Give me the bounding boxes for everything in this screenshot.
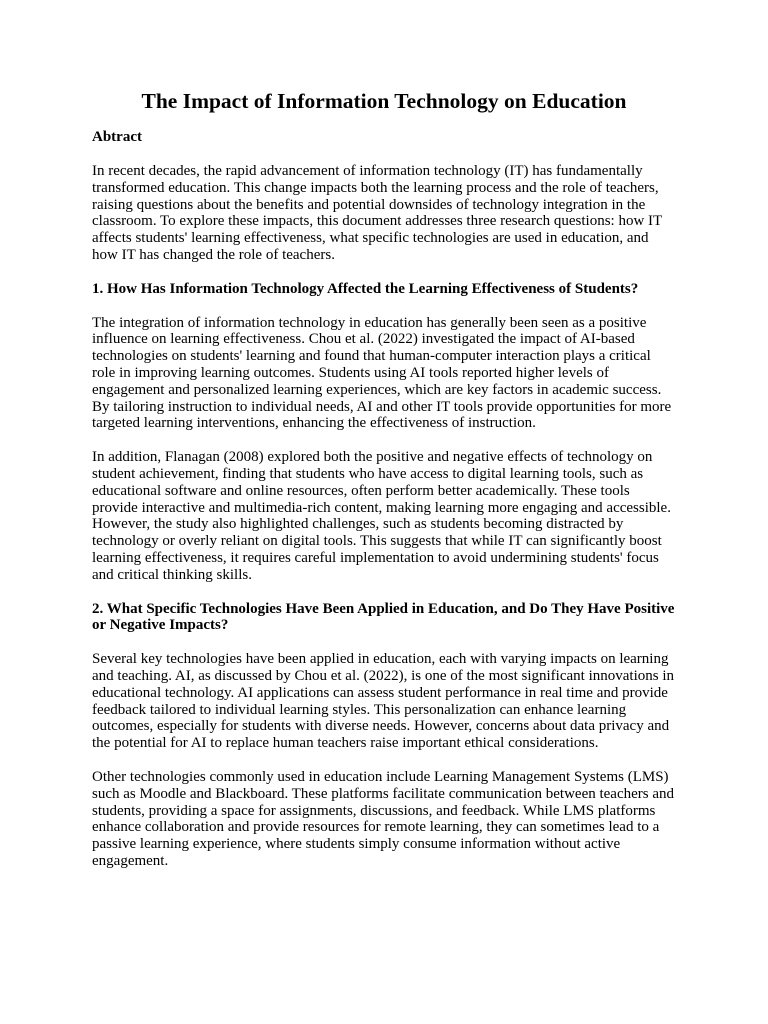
section-paragraph: In addition, Flanagan (2008) explored both the positive and negative effects of technology on student achievement, finding that students who have access to digital learning tools, such as educational software and online resources, often perform better academically. These tools provide interactive and multimedia-rich content, making learning more engaging and accessible. However, the study also highlighted challenges, such as students becoming distracted by technology or overly reliant on digital tools. This suggests that while IT can significantly boost learning effectiveness, it requires careful implementation to avoid undermining students' focus and critical thinking skills. xyxy=(92,449,671,583)
abstract-paragraph: In recent decades, the rapid advancement of information technology (IT) has fundamentally transformed education. This change impacts both the learning process and the role of teachers, raising questions about the benefits and potential downsides of technology integration in the classroom. To explore these impacts, this document addresses three research questions: how IT affects students' learning effectiveness, what specific technologies are used in education, and how IT has changed the role of teachers. xyxy=(92,163,662,263)
document-title: The Impact of Information Technology on Education xyxy=(141,89,627,113)
section-heading: 2. What Specific Technologies Have Been Applied in Education, and Do They Have Positive or Negative Impacts? xyxy=(92,600,675,634)
section-paragraph: Several key technologies have been applied in education, each with varying impacts on learning and teaching. AI, as discussed by Chou et al. (2022), is one of the most significant innovations in educational technology. AI applications can assess student performance in real time and provide feedback tailored to individual learning styles. This personalization can enhance learning outcomes, especially for students with diverse needs. However, concerns about data privacy and the potential for AI to replace human teachers raise important ethical considerations. xyxy=(92,651,674,752)
abstract-heading: Abtract xyxy=(92,129,142,145)
section-1 xyxy=(92,281,676,584)
document-page xyxy=(92,88,676,870)
section-heading: 1. How Has Information Technology Affected the Learning Effectiveness of Students? xyxy=(92,280,639,297)
section-paragraph: The integration of information technology in education has generally been seen as a positive influence on learning effectiveness. Chou et al. (2022) investigated the impact of AI-based technologies on students' learning and found that human-computer interaction plays a critical role in improving learning outcomes. Students using AI tools reported higher levels of engagement and personalized learning experiences, which are key factors in academic success. By tailoring instruction to individual needs, AI and other IT tools provide opportunities for more targeted learning interventions, enhancing the effectiveness of instruction. xyxy=(92,314,672,432)
section-2 xyxy=(92,601,676,870)
section-paragraph: Other technologies commonly used in education include Learning Management Systems (LMS) such as Moodle and Blackboard. These platforms facilitate communication between teachers and students, providing a space for assignments, discussions, and feedback. While LMS platforms enhance collaboration and provide resources for remote learning, they can sometimes lead to a passive learning experience, where students simply consume information without active engagement. xyxy=(92,768,675,869)
